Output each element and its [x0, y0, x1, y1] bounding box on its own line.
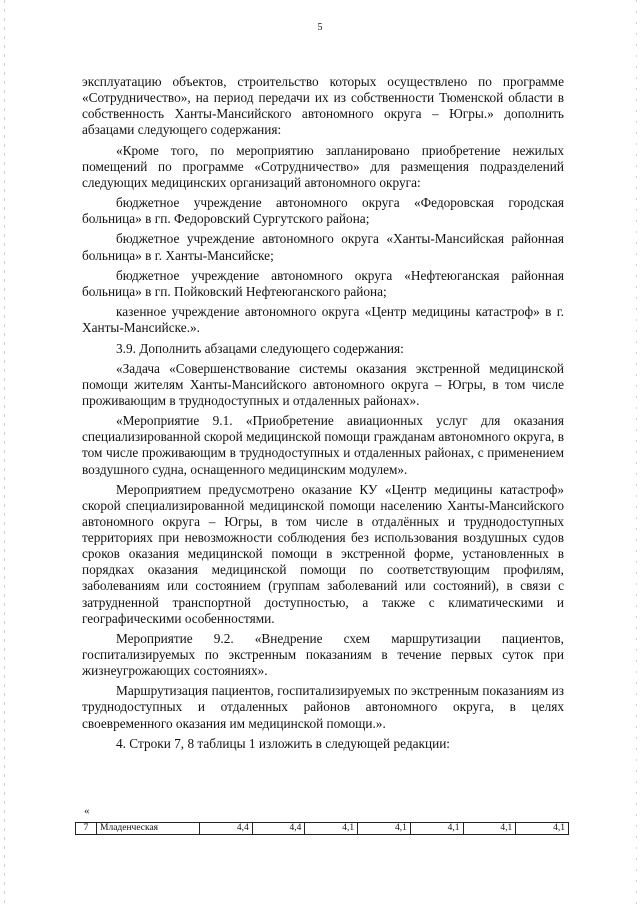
- paragraph: бюджетное учреждение автономного округа «Федоровская городская больница» в гп. Федоровский Сургутского района;: [82, 195, 564, 227]
- paragraph: 4. Строки 7, 8 таблицы 1 изложить в следующей редакции:: [116, 735, 450, 751]
- table-cell-row-number: 7: [76, 823, 97, 835]
- indicator-table: [75, 822, 569, 835]
- paragraph: Маршрутизация пациентов, госпитализируемых по экстренным показаниям из труднодоступных и отдаленных районов автономного округа, в целях своевременного оказания им медицинской помощи.».: [82, 683, 564, 731]
- paragraph: «Мероприятие 9.1. «Приобретение авиационных услуг для оказания специализированной скорой медицинской помощи гражданам автономного округа, в том числе проживающим в труднодоступных и отдаленных районах, с применением воздушного судна, оснащенного медицинским модулем».: [82, 413, 564, 477]
- table-cell-value: 4,1: [358, 823, 411, 835]
- table-cell-value: 4,1: [516, 823, 569, 835]
- table-cell-indicator-name: Младенческая: [97, 823, 200, 835]
- paragraph: бюджетное учреждение автономного округа «Ханты-Мансийская районная больница» в г. Ханты-Мансийске;: [82, 231, 564, 263]
- paragraph: «Задача «Совершенствование системы оказания экстренной медицинской помощи жителям Ханты-Мансийского автономного округа – Югры, в том числе проживающим в труднодоступных и отдаленных районах».: [82, 360, 564, 408]
- page-number: 5: [317, 22, 323, 33]
- table-cell-value: 4,4: [200, 823, 253, 835]
- scan-left-edge: [4, 0, 5, 905]
- paragraph: казенное учреждение автономного округа «Центр медицины катастроф» в г. Ханты-Мансийске.».: [82, 304, 564, 336]
- table-cell-value: 4,1: [463, 823, 516, 835]
- paragraph: Мероприятие 9.2. «Внедрение схем маршрутизации пациентов, госпитализируемых по экстренным показаниям в течение первых суток при жизнеугрожающих состояниях».: [82, 630, 564, 679]
- paragraph: 3.9. Дополнить абзацами следующего содержания:: [116, 340, 404, 356]
- document-body: [82, 74, 564, 756]
- scan-right-edge: [636, 0, 637, 905]
- paragraph: бюджетное учреждение автономного округа «Нефтеюганская районная больница» в гп. Пойковский Нефтеюганского района;: [82, 267, 564, 299]
- paragraph: Мероприятием предусмотрено оказание КУ «Центр медицины катастроф» скорой специализированной медицинской помощи населению Ханты-Мансийского автономного округа – Югры, в том числе в отдалённых и труднодоступных территориях при невозможности соблюдения без использования воздушных судов сроков оказания медицинской помощи в экстренной форме, установленных в порядках оказания медицинской помощи по соответствующим профилям, заболеваниям или состоянием (группам заболеваний или состояний), в связи с затрудненной транспортной доступностью, а также с климатическими и географическими особенностями.: [82, 481, 564, 626]
- table-cell-value: 4,1: [305, 823, 358, 835]
- table-row: [76, 823, 569, 835]
- paragraph: «Кроме того, по мероприятию запланировано приобретение нежилых помещений по программе «Сотрудничество» для размещения подразделений следующих медицинских организаций автономного округа:: [82, 142, 564, 190]
- paragraph: эксплуатацию объектов, строительство которых осуществлено по программе «Сотрудничество», на период передачи их из собственности Тюменской области в собственность Ханты-Мансийского автономного округа – Югры.» дополнить абзацами следующего содержания:: [82, 74, 564, 138]
- table-cell-value: 4,1: [410, 823, 463, 835]
- table-cell-value: 4,4: [252, 823, 305, 835]
- opening-quote-mark: «: [84, 805, 90, 817]
